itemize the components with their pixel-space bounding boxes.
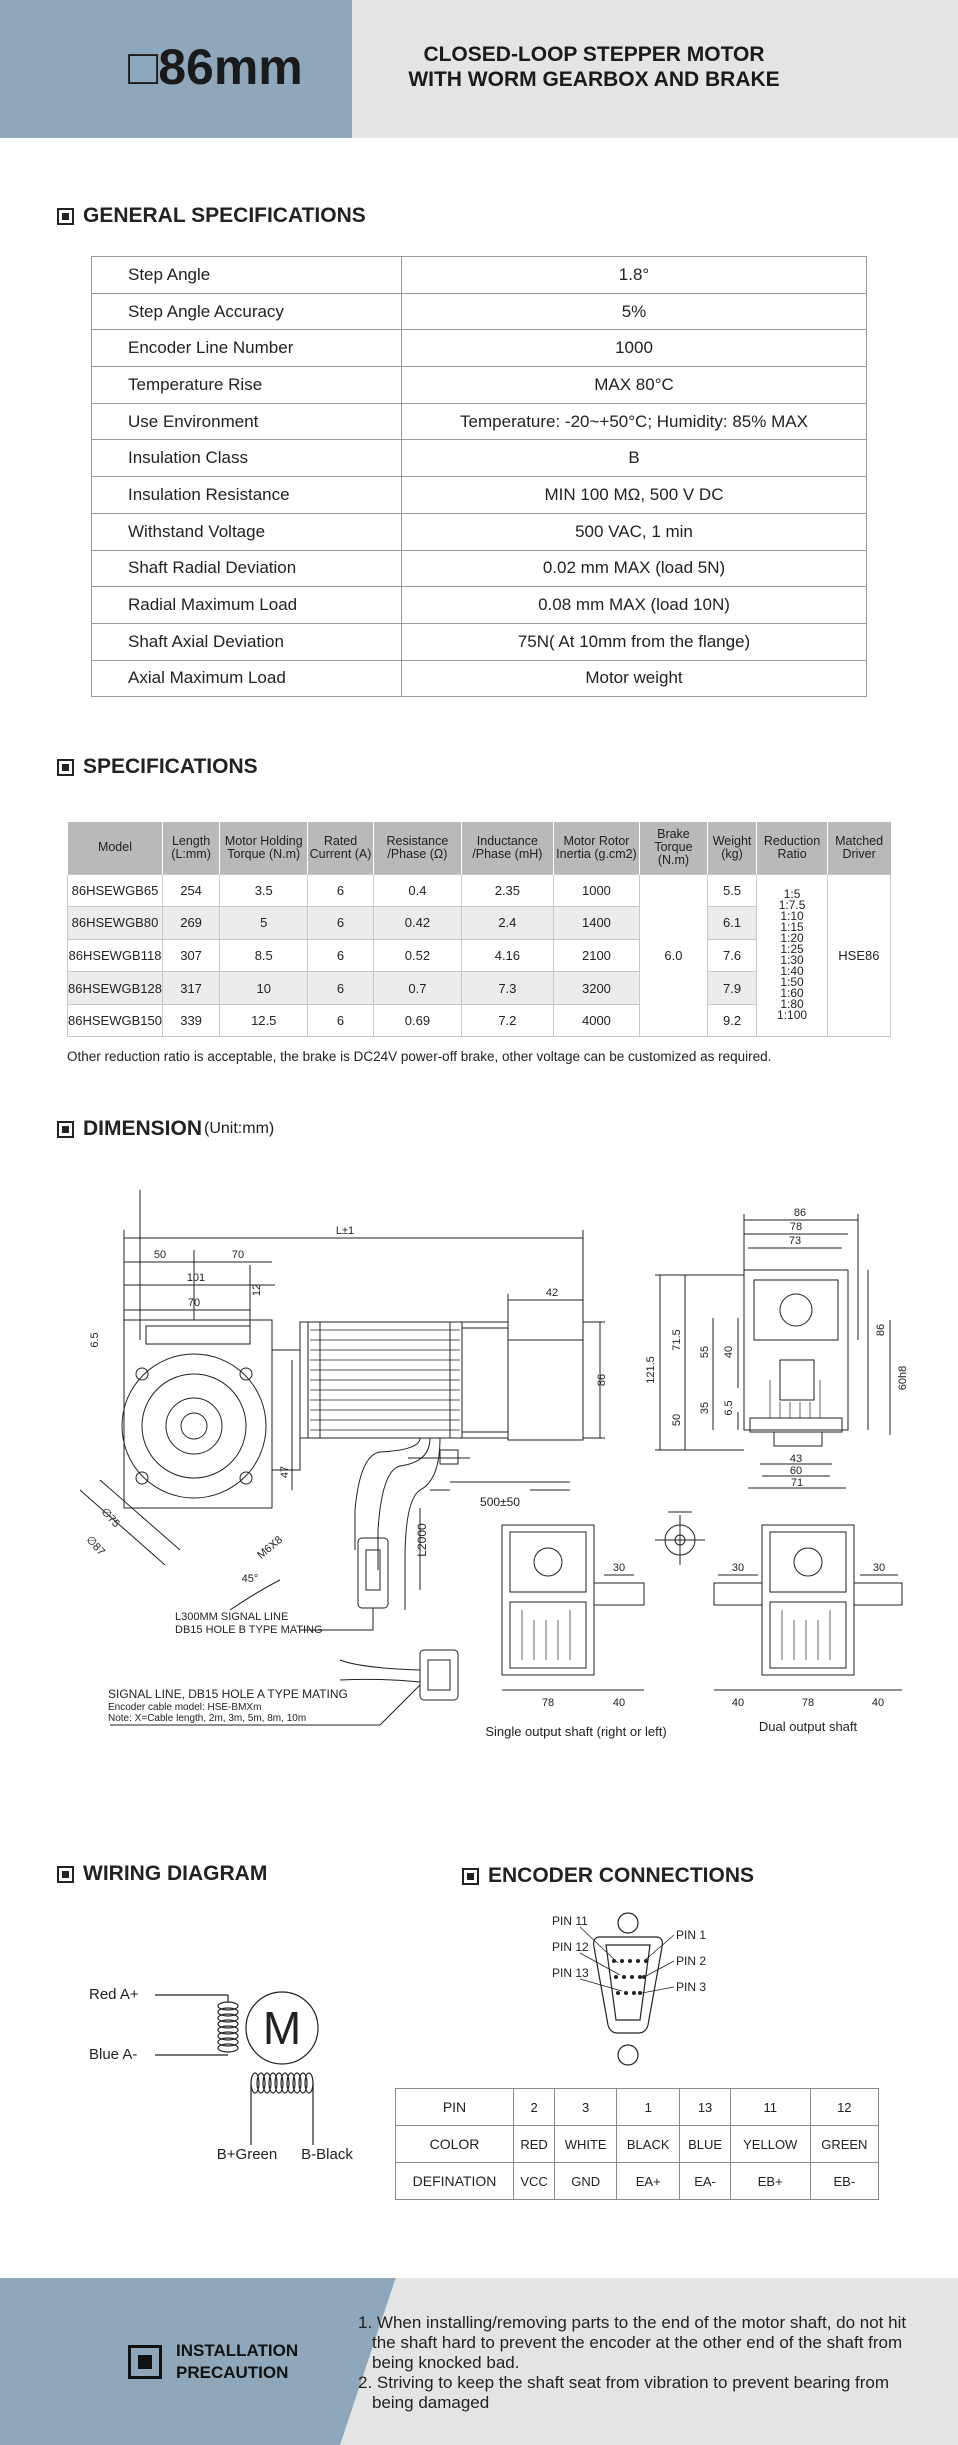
- dim-t78: 78: [801, 1697, 815, 1709]
- encoder-row-header: PIN: [396, 2089, 514, 2126]
- section-square-icon: [57, 759, 74, 776]
- specs-column-header: Motor Holding Torque (N.m): [220, 822, 308, 874]
- dim-t30a: 30: [731, 1562, 745, 1574]
- general-spec-value: MAX 80°C: [402, 367, 867, 404]
- dim-r40: 40: [723, 1345, 735, 1359]
- encoder-cell: RED: [514, 2126, 555, 2163]
- general-spec-row: [92, 623, 867, 660]
- section-square-icon: [128, 2345, 162, 2379]
- specs-cell-current: 6: [308, 874, 373, 907]
- general-spec-row: [92, 660, 867, 697]
- dim-42: 42: [545, 1287, 559, 1299]
- ratio-item: 1:10: [780, 909, 804, 924]
- general-spec-key: Withstand Voltage: [92, 513, 402, 550]
- general-spec-value: B: [402, 440, 867, 477]
- specs-cell-current: 6: [308, 939, 373, 972]
- encoder-cell: EB-: [810, 2163, 878, 2200]
- dim-r60h8: 60h8: [897, 1365, 909, 1391]
- wire-green-label: B+Green: [216, 2146, 278, 2163]
- brake-encoder-housing: [508, 1340, 583, 1440]
- ratio-item: 1:15: [780, 920, 804, 935]
- wiring-diagram: [60, 1940, 380, 2180]
- pin-label-3: PIN 3: [676, 1980, 707, 1994]
- ratio-item: 1:40: [780, 964, 804, 979]
- dim-r55: 55: [699, 1345, 711, 1359]
- mount-hole-top: [618, 1913, 638, 1933]
- section-square-icon: [462, 1868, 479, 1885]
- encoder-cell: EA-: [680, 2163, 731, 2200]
- encoder-cell: WHITE: [555, 2126, 617, 2163]
- pin-label-11: PIN 11: [552, 1914, 588, 1928]
- general-spec-key: Temperature Rise: [92, 367, 402, 404]
- installation-list: [358, 2313, 918, 2413]
- specs-cell-weight: 9.2: [707, 1004, 757, 1037]
- specs-cell-ind: 4.16: [462, 939, 554, 972]
- dim-m6: M6X8: [255, 1533, 285, 1562]
- dim-r71-5: 71.5: [671, 1329, 683, 1351]
- signal-line-2-title: SIGNAL LINE, DB15 HOLE A TYPE MATING: [108, 1687, 348, 1701]
- specs-cell-current: 6: [308, 907, 373, 940]
- ratio-item: 1:5: [783, 887, 801, 902]
- specs-cell-torque: 8.5: [220, 939, 308, 972]
- dimension-heading: [57, 1117, 274, 1141]
- dim-r71: 71: [790, 1477, 804, 1489]
- specs-column-header: Motor Rotor Inertia (g.cm2): [553, 822, 639, 874]
- wire-red-label: Red A+: [89, 1986, 139, 2003]
- general-spec-key: Use Environment: [92, 403, 402, 440]
- encoder-cell: EB+: [730, 2163, 810, 2200]
- dim-d87: ∅87: [83, 1533, 107, 1559]
- installation-item-2: 2. Striving to keep the shaft seat from vibration to prevent bearing from being damaged: [358, 2373, 890, 2412]
- specs-column-header: Inductance /Phase (mH): [462, 822, 554, 874]
- product-title-line1: CLOSED-LOOP STEPPER MOTOR: [423, 43, 765, 66]
- dim-t40b: 40: [871, 1697, 885, 1709]
- dim-cable-500: 500±50: [480, 1495, 520, 1509]
- general-spec-row: [92, 330, 867, 367]
- specs-cell-weight: 6.1: [707, 907, 757, 940]
- dim-12: 12: [251, 1283, 263, 1297]
- pin-label-13: PIN 13: [552, 1966, 589, 1980]
- specs-cell-res: 0.42: [373, 907, 461, 940]
- gearbox-flange-circle: [122, 1354, 266, 1498]
- specs-cell-res: 0.4: [373, 874, 461, 907]
- encoder-cell: 1: [617, 2089, 680, 2126]
- specs-cell-length: 269: [162, 907, 219, 940]
- dim-r121-5: 121.5: [645, 1356, 657, 1384]
- encoder-cell: YELLOW: [730, 2126, 810, 2163]
- dim-d75: ∅75: [98, 1505, 122, 1531]
- specs-cell-ind: 2.35: [462, 874, 554, 907]
- general-spec-row: [92, 257, 867, 294]
- coil-b: [251, 2073, 313, 2093]
- wire-black-label: B-Black: [301, 2146, 353, 2163]
- mount-hole-bottom: [618, 2045, 638, 2065]
- specs-heading: [57, 755, 258, 779]
- specs-cell-inertia: 1000: [553, 874, 639, 907]
- general-spec-value: 1.8°: [402, 257, 867, 294]
- general-spec-value: 1000: [402, 330, 867, 367]
- specs-cell-model: 86HSEWGB65: [68, 874, 163, 907]
- specs-cell-brake-torque: 6.0: [640, 874, 708, 1037]
- specs-cell-weight: 7.9: [707, 972, 757, 1005]
- general-spec-value: Temperature: -20~+50°C; Humidity: 85% MAX: [402, 403, 867, 440]
- specs-cell-torque: 12.5: [220, 1004, 308, 1037]
- dim-t30b: 30: [872, 1562, 886, 1574]
- specs-cell-length: 254: [162, 874, 219, 907]
- general-spec-row: [92, 477, 867, 514]
- dim-70b: 70: [187, 1297, 201, 1309]
- encoder-table-row: [396, 2089, 879, 2126]
- encoder-row-header: COLOR: [396, 2126, 514, 2163]
- specs-column-header: Reduction Ratio: [757, 822, 827, 874]
- db15-connector-a: [420, 1650, 458, 1700]
- general-spec-value: 75N( At 10mm from the flange): [402, 623, 867, 660]
- coil-a: [218, 2002, 238, 2052]
- dim-l1: L±1: [335, 1225, 355, 1237]
- specs-cell-torque: 5: [220, 907, 308, 940]
- general-spec-row: [92, 440, 867, 477]
- ratio-item: 1:25: [780, 942, 804, 957]
- general-spec-key: Step Angle: [92, 257, 402, 294]
- dim-r35: 35: [699, 1401, 711, 1415]
- encoder-cell: 11: [730, 2089, 810, 2126]
- specs-cell-ind: 7.3: [462, 972, 554, 1005]
- general-spec-row: [92, 513, 867, 550]
- specs-cell-res: 0.7: [373, 972, 461, 1005]
- specs-table: [67, 822, 891, 1037]
- encoder-cell: GREEN: [810, 2126, 878, 2163]
- ratio-item: 1:50: [780, 975, 804, 990]
- specs-cell-torque: 3.5: [220, 874, 308, 907]
- specs-cell-model: 86HSEWGB80: [68, 907, 163, 940]
- encoder-heading-text: ENCODER CONNECTIONS: [488, 1864, 755, 1887]
- specs-cell-ind: 7.2: [462, 1004, 554, 1037]
- specs-cell-length: 339: [162, 1004, 219, 1037]
- db15-shell: [594, 1937, 663, 2033]
- specs-cell-res: 0.69: [373, 1004, 461, 1037]
- dim-50: 50: [153, 1249, 167, 1261]
- general-spec-row: [92, 550, 867, 587]
- specs-cell-inertia: 1400: [553, 907, 639, 940]
- specs-cell-driver: HSE86: [827, 874, 890, 1037]
- dim-r6-5: 6.5: [723, 1400, 735, 1416]
- ratio-item: 1:30: [780, 953, 804, 968]
- encoder-cell: 13: [680, 2089, 731, 2126]
- specs-cell-current: 6: [308, 1004, 373, 1037]
- encoder-cell: EA+: [617, 2163, 680, 2200]
- dim-s78: 78: [541, 1697, 555, 1709]
- dim-70a: 70: [231, 1249, 245, 1261]
- encoder-cell: BLACK: [617, 2126, 680, 2163]
- specs-column-header: Resistance /Phase (Ω): [373, 822, 461, 874]
- specs-cell-model: 86HSEWGB128: [68, 972, 163, 1005]
- db15-connector-b: [358, 1538, 388, 1608]
- specs-column-header: Length (L:mm): [162, 822, 219, 874]
- signal-line-2-note: Note: X=Cable length, 2m, 3m, 5m, 8m, 10m: [108, 1713, 307, 1724]
- general-spec-value: Motor weight: [402, 660, 867, 697]
- ratio-item: 1:80: [780, 997, 804, 1012]
- general-spec-key: Encoder Line Number: [92, 330, 402, 367]
- general-spec-value: MIN 100 MΩ, 500 V DC: [402, 477, 867, 514]
- specs-cell-ind: 2.4: [462, 907, 554, 940]
- specs-column-header: Matched Driver: [827, 822, 890, 874]
- wiring-heading: [57, 1862, 267, 1886]
- encoder-cell: GND: [555, 2163, 617, 2200]
- pin-label-1: PIN 1: [676, 1928, 707, 1942]
- specs-note: Other reduction ratio is acceptable, the brake is DC24V power-off brake, other voltage can be customized as required.: [67, 1049, 772, 1064]
- installation-title-line1: INSTALLATION: [176, 2341, 299, 2360]
- encoder-cell: 2: [514, 2089, 555, 2126]
- specs-cell-inertia: 4000: [553, 1004, 639, 1037]
- dim-47: 47: [279, 1465, 291, 1479]
- specs-cell-reduction-ratio: [757, 874, 827, 1037]
- dim-r43: 43: [789, 1453, 803, 1465]
- pin-label-2: PIN 2: [676, 1954, 707, 1968]
- general-spec-row: [92, 587, 867, 624]
- ratio-item: 1:7.5: [778, 898, 806, 913]
- dim-45deg: 45°: [241, 1573, 259, 1585]
- general-spec-row: [92, 403, 867, 440]
- general-spec-key: Radial Maximum Load: [92, 587, 402, 624]
- dim-s30: 30: [612, 1562, 626, 1574]
- encoder-cell: 3: [555, 2089, 617, 2126]
- encoder-cell: BLUE: [680, 2126, 731, 2163]
- dim-r86v: 86: [875, 1323, 887, 1337]
- dim-r78: 78: [789, 1221, 803, 1233]
- encoder-table-row: [396, 2163, 879, 2200]
- general-specs-table: [91, 256, 867, 697]
- signal-line-2-model: Encoder cable model: HSE-BMXm: [108, 1702, 262, 1713]
- dim-r60: 60: [789, 1465, 803, 1477]
- dimension-heading-text: DIMENSION: [83, 1117, 203, 1140]
- specs-cell-res: 0.52: [373, 939, 461, 972]
- general-spec-key: Step Angle Accuracy: [92, 293, 402, 330]
- specs-heading-text: SPECIFICATIONS: [83, 755, 258, 778]
- specs-cell-current: 6: [308, 972, 373, 1005]
- specs-cell-inertia: 2100: [553, 939, 639, 972]
- product-title-line2: WITH WORM GEARBOX AND BRAKE: [408, 68, 780, 91]
- dim-r73: 73: [788, 1235, 802, 1247]
- specs-row: [68, 874, 891, 907]
- general-spec-key: Axial Maximum Load: [92, 660, 402, 697]
- specs-cell-weight: 5.5: [707, 874, 757, 907]
- general-specs-heading-text: GENERAL SPECIFICATIONS: [83, 204, 366, 227]
- encoder-pin-table: [395, 2088, 879, 2200]
- encoder-cell: VCC: [514, 2163, 555, 2200]
- signal-line-1-title: L300MM SIGNAL LINE: [175, 1611, 289, 1623]
- general-spec-key: Shaft Radial Deviation: [92, 550, 402, 587]
- dimension-drawing: [0, 1190, 958, 1750]
- dim-6-5: 6.5: [89, 1332, 101, 1348]
- installation-title-line2: PRECAUTION: [176, 2363, 289, 2382]
- signal-line-1-desc: DB15 HOLE B TYPE MATING: [175, 1624, 323, 1636]
- specs-column-header: Weight (kg): [707, 822, 757, 874]
- specs-cell-weight: 7.6: [707, 939, 757, 972]
- caption-dual-shaft: Dual output shaft: [758, 1719, 858, 1734]
- installation-title: [128, 2340, 298, 2384]
- specs-cell-length: 307: [162, 939, 219, 972]
- encoder-table-row: [396, 2126, 879, 2163]
- dim-86-side: 86: [596, 1373, 608, 1387]
- general-spec-row: [92, 367, 867, 404]
- dim-s40: 40: [612, 1697, 626, 1709]
- dim-t40a: 40: [731, 1697, 745, 1709]
- motor-symbol-label: M: [262, 2002, 302, 2054]
- general-spec-key: Shaft Axial Deviation: [92, 623, 402, 660]
- dimension-unit: (Unit:mm): [204, 1120, 275, 1137]
- model-title: □86mm: [128, 39, 303, 95]
- general-specs-heading: [57, 204, 366, 228]
- general-spec-key: Insulation Resistance: [92, 477, 402, 514]
- specs-cell-length: 317: [162, 972, 219, 1005]
- ratio-item: 1:20: [780, 931, 804, 946]
- dim-r86: 86: [793, 1207, 807, 1219]
- db15-connector-drawing: [540, 1905, 740, 2080]
- section-square-icon: [57, 1866, 74, 1883]
- specs-cell-torque: 10: [220, 972, 308, 1005]
- general-spec-row: [92, 293, 867, 330]
- general-spec-value: 500 VAC, 1 min: [402, 513, 867, 550]
- general-spec-key: Insulation Class: [92, 440, 402, 477]
- dim-l2000: L2000: [415, 1523, 429, 1557]
- wiring-heading-text: WIRING DIAGRAM: [83, 1862, 268, 1885]
- ratio-item: 1:100: [777, 1008, 808, 1023]
- section-square-icon: [57, 1121, 74, 1138]
- product-title: [384, 42, 804, 92]
- dim-r50: 50: [671, 1413, 683, 1427]
- pin-label-12: PIN 12: [552, 1940, 589, 1954]
- specs-column-header: Rated Current (A): [308, 822, 373, 874]
- specs-column-header: Brake Torque (N.m): [640, 822, 708, 874]
- installation-item-1: 1. When installing/removing parts to the end of the motor shaft, do not hit the shaft hard to prevent the encoder at the other end of the shaft from being knocked bad.: [358, 2313, 907, 2372]
- caption-single-shaft: Single output shaft (right or left): [485, 1724, 667, 1739]
- specs-column-header: Model: [68, 822, 163, 874]
- general-spec-value: 5%: [402, 293, 867, 330]
- specs-cell-model: 86HSEWGB150: [68, 1004, 163, 1037]
- general-spec-value: 0.02 mm MAX (load 5N): [402, 550, 867, 587]
- specs-cell-inertia: 3200: [553, 972, 639, 1005]
- dim-101: 101: [186, 1272, 206, 1284]
- ratio-item: 1:60: [780, 986, 804, 1001]
- specs-cell-model: 86HSEWGB118: [68, 939, 163, 972]
- section-square-icon: [57, 208, 74, 225]
- general-spec-value: 0.08 mm MAX (load 10N): [402, 587, 867, 624]
- wire-blue-label: Blue A-: [89, 2046, 138, 2063]
- encoder-cell: 12: [810, 2089, 878, 2126]
- encoder-row-header: DEFINATION: [396, 2163, 514, 2200]
- encoder-heading: [462, 1864, 754, 1888]
